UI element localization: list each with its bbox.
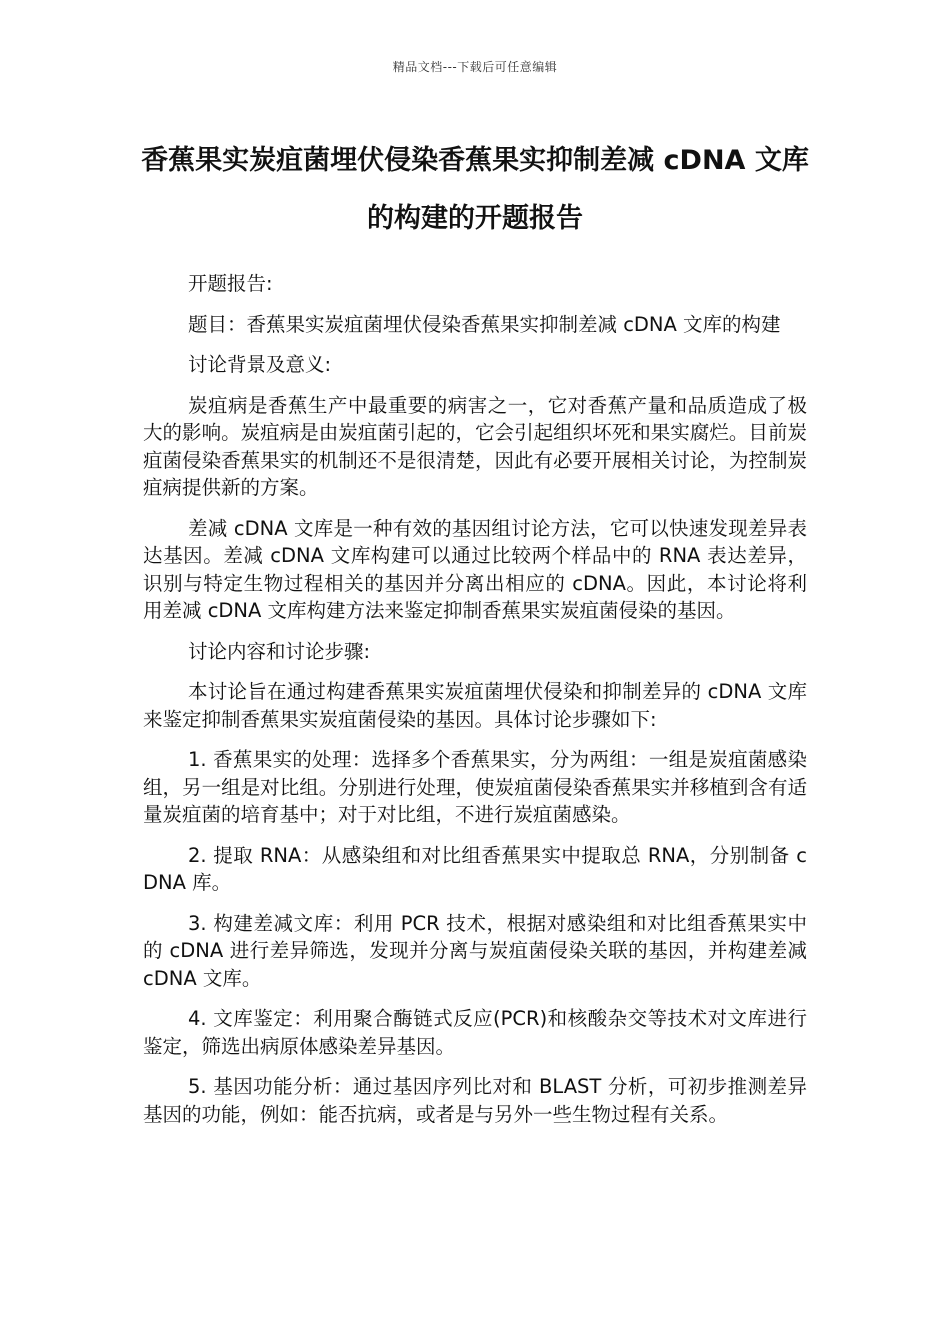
- paragraph-report-label: 开题报告:: [188, 272, 273, 295]
- paragraph-content-heading: 讨论内容和讨论步骤:: [188, 639, 371, 663]
- paragraph-step-2: 2. 提取 RNA：从感染组和对比组香蕉果实中提取总 RNA，分别制备 cDNA 库。: [143, 843, 807, 894]
- paragraph-step-5: 5. 基因功能分析：通过基因序列比对和 BLAST 分析，可初步推测差异基因的功能，例如：能否抗病，或者是与另外一些生物过程有关系。: [143, 1075, 807, 1126]
- paragraph-step-4: 4. 文库鉴定：利用聚合酶链式反应(PCR)和核酸杂交等技术对文库进行鉴定，筛选出病原体感染差异基因。: [143, 1007, 807, 1058]
- paragraph-background-2: 差减 cDNA 文库是一种有效的基因组讨论方法，它可以快速发现差异表达基因。差减 cDNA 文库构建可以通过比较两个样品中的 RNA 表达差异，识别与特定生物过程相关的基因并分离出相应的 cDNA。因此，本讨论将利用差减 cDNA 文库构建方法来鉴定抑制香蕉果实炭疽菌侵染的基因。: [143, 516, 807, 622]
- document-body: [143, 270, 807, 1141]
- document-title: 香蕉果实炭疽菌埋伏侵染香蕉果实抑制差减 cDNA 文库的构建的开题报告: [141, 145, 809, 234]
- paragraph-background-1: 炭疽病是香蕉生产中最重要的病害之一，它对香蕉产量和品质造成了极大的影响。炭疽病是由炭疽菌引起的，它会引起组织坏死和果实腐烂。目前炭疽菌侵染香蕉果实的机制还不是很清楚，因此有必要开展相关讨论，为控制炭疽病提供新的方案。: [143, 393, 807, 499]
- paragraph-topic: 题目：香蕉果实炭疽菌埋伏侵染香蕉果实抑制差减 cDNA 文库的构建: [188, 312, 781, 336]
- paragraph-step-3: 3. 构建差减文库：利用 PCR 技术，根据对感染组和对比组香蕉果实中的 cDNA 进行差异筛选，发现并分离与炭疽菌侵染关联的基因，并构建差减 cDNA 文库。: [143, 911, 807, 990]
- paragraph-background-heading: 讨论背景及意义:: [188, 353, 332, 376]
- header-note: 精品文档---下载后可任意编辑: [392, 60, 558, 74]
- paragraph-content-intro: 本讨论旨在通过构建香蕉果实炭疽菌埋伏侵染和抑制差异的 cDNA 文库来鉴定抑制香蕉果实炭疽菌侵染的基因。具体讨论步骤如下:: [143, 680, 807, 731]
- paragraph-step-1: 1. 香蕉果实的处理：选择多个香蕉果实，分为两组：一组是炭疽菌感染组，另一组是对比组。分别进行处理，使炭疽菌侵染香蕉果实并移植到含有适量炭疽菌的培育基中；对于对比组，不进行炭疽菌感染。: [143, 748, 807, 826]
